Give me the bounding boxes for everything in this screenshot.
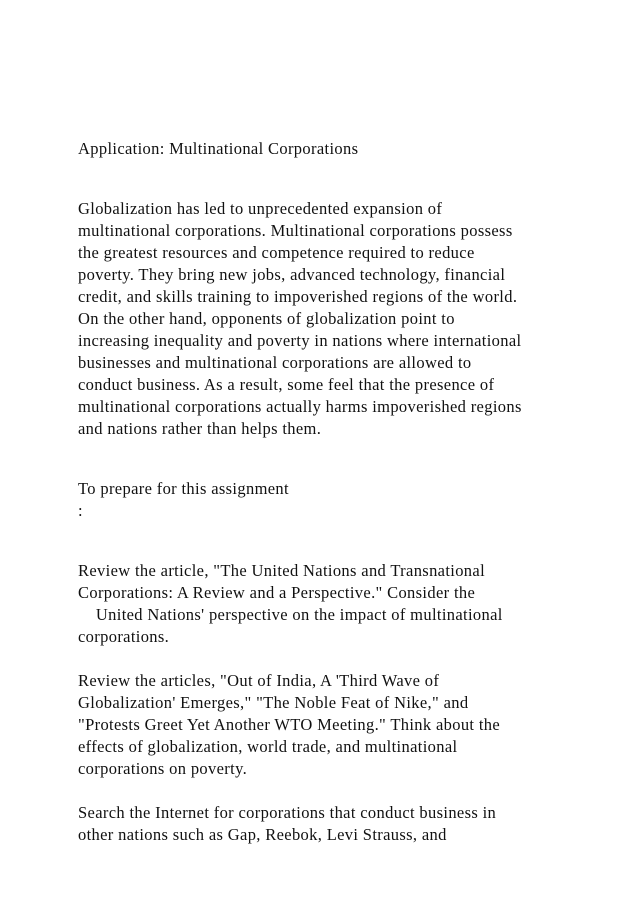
text-line: corporations on poverty. (78, 759, 248, 778)
text-line: multinational corporations actually harms impoverished regions (78, 397, 522, 416)
text-line: other nations such as Gap, Reebok, Levi Strauss, and (78, 825, 447, 844)
text-line: effects of globalization, world trade, and multinational (78, 737, 458, 756)
text-line: conduct business. As a result, some feel that the presence of (78, 375, 495, 394)
prepare-heading: To prepare for this assignment (78, 479, 289, 498)
text-line: Globalization has led to unprecedented expansion of (78, 199, 443, 218)
text-line: poverty. They bring new jobs, advanced technology, financial (78, 265, 506, 284)
text-line: increasing inequality and poverty in nations where international (78, 331, 522, 350)
text-line: the greatest resources and competence required to reduce (78, 243, 475, 262)
text-line: Review the article, "The United Nations and Transnational (78, 561, 486, 580)
text-line: multinational corporations. Multinational corporations possess (78, 221, 513, 240)
text-line: Search the Internet for corporations that conduct business in (78, 803, 497, 822)
text-line: United Nations' perspective on the impact of multinational (78, 605, 503, 624)
text-line: Globalization' Emerges," "The Noble Feat of Nike," and (78, 693, 469, 712)
text-line: credit, and skills training to impoverished regions of the world. (78, 287, 518, 306)
text-line: Corporations: A Review and a Perspective." Consider the (78, 583, 476, 602)
text-line: businesses and multinational corporations are allowed to (78, 353, 472, 372)
prepare-colon: : (78, 501, 83, 520)
text-line: corporations. (78, 627, 170, 646)
text-line: Review the articles, "Out of India, A 'Third Wave of (78, 671, 440, 690)
document-title: Application: Multinational Corporations (78, 139, 359, 158)
text-line: and nations rather than helps them. (78, 419, 322, 438)
text-line: "Protests Greet Yet Another WTO Meeting." Think about the (78, 715, 501, 734)
text-line: On the other hand, opponents of globalization point to (78, 309, 455, 328)
